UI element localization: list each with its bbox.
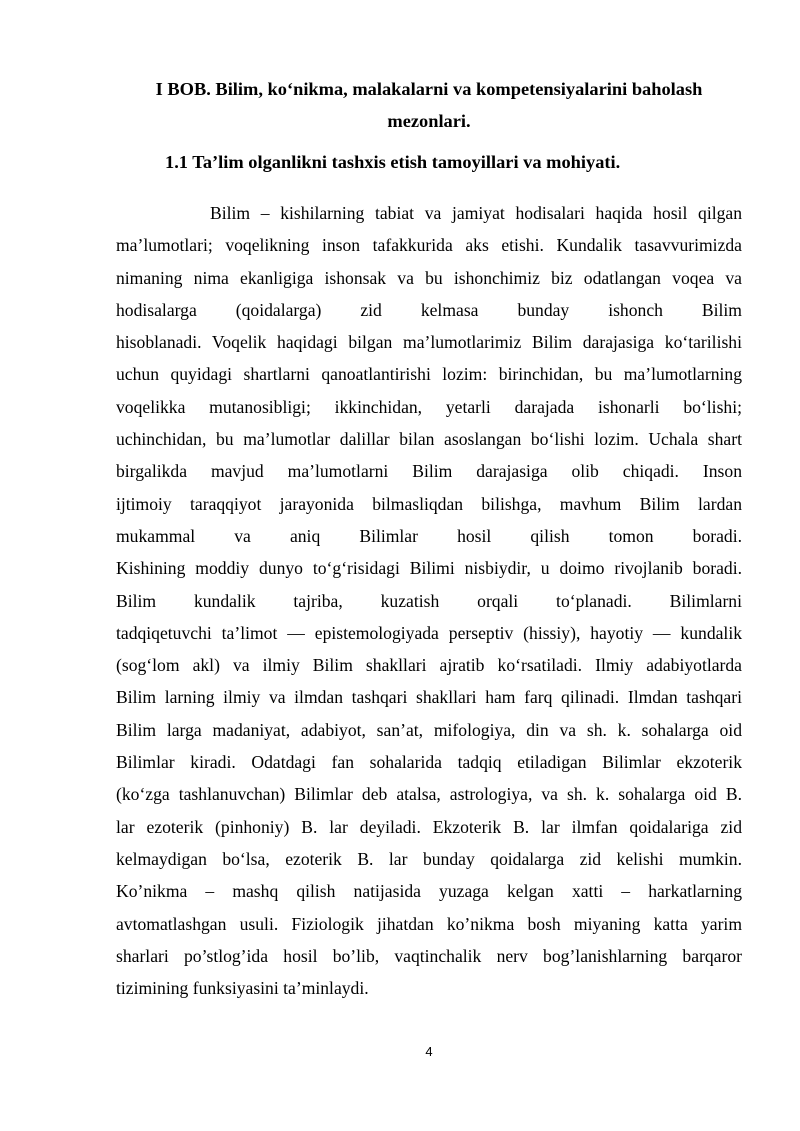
body-line: sharlari po’stlog’ida hosil bo’lib, vaqtinchalik nerv bog’lanishlarning barqaror — [116, 945, 742, 966]
body-line: voqelikka mutanosibligi; ikkinchidan, yetarli darajada ishonarli boʻlishi; — [116, 396, 742, 417]
body-line: hisoblanadi. Voqelik haqidagi bilgan ma’lumotlarimiz Bilim darajasiga koʻtarilishi — [116, 332, 742, 353]
body-line: mukammal va aniq Bilimlar hosil qilish tomon boradi. — [116, 525, 742, 546]
chapter-title-line: I BOB. Bilim, koʻnikma, malakalarni va kompetensiyalarini baholash — [155, 79, 703, 99]
body-line: lar ezoterik (pinhoniy) B. lar deyiladi. Ekzoterik B. lar ilmfan qoidalariga zid — [116, 816, 742, 837]
body-line: Bilimlar kiradi. Odatdagi fan sohalarida tadqiq etiladigan Bilimlar ekzoterik — [116, 752, 742, 773]
body-line: ijtimoiy taraqqiyot jarayonida bilmasliqdan bilishga, mavhum Bilim lardan — [116, 493, 742, 514]
body-line: Kishining moddiy dunyo toʻgʻrisidagi Bilimi nisbiydir, u doimo rivojlanib boradi. — [116, 558, 742, 579]
body-line: birgalikda mavjud ma’lumotlarni Bilim darajasiga olib chiqadi. Inson — [116, 461, 742, 482]
body-line: (koʻzga tashlanuvchan) Bilimlar deb atalsa, astrologiya, va sh. k. sohalarga oid B. — [116, 784, 742, 805]
body-line: tizimining funksiyasini ta’minlaydi. — [116, 978, 369, 999]
body-line: uchun quyidagi shartlarni qanoatlantirishi lozim: birinchidan, bu ma’lumotlarning — [116, 364, 742, 385]
body-line: Bilim kundalik tajriba, kuzatish orqali toʻplanadi. Bilimlarni — [116, 590, 742, 611]
body-line: Bilim larning ilmiy va ilmdan tashqari shakllari ham farq qilinadi. Ilmdan tashqari — [116, 687, 742, 708]
body-line: nimaning nima ekanligiga ishonsak va bu ishonchimiz biz odatlangan voqea va — [116, 267, 742, 288]
body-line: kelmaydigan boʻlsa, ezoterik B. lar bunday qoidalarga zid kelishi mumkin. — [116, 848, 742, 869]
page-number: 4 — [425, 1044, 433, 1059]
body-line: Ko’nikma – mashq qilish natijasida yuzaga kelgan xatti – harkatlarning — [116, 881, 742, 902]
section-title: 1.1 Ta’lim olganlikni tashxis etish tamoyillari va mohiyati. — [165, 152, 621, 172]
body-line: avtomatlashgan usuli. Fiziologik jihatdan ko’nikma bosh miyaning katta yarim — [116, 913, 742, 934]
chapter-title-line: mezonlari. — [387, 111, 471, 131]
body-line: Bilim larga madaniyat, adabiyot, san’at, mifologiya, din va sh. k. sohalarga oid — [116, 719, 742, 740]
body-line: ma’lumotlari; voqelikning inson tafakkurida aks etishi. Kundalik tasavvurimizda — [116, 235, 742, 256]
chapter-title — [116, 73, 742, 137]
body-line: uchinchidan, bu ma’lumotlar dalillar bilan asoslangan boʻlishi lozim. Uchala shart — [116, 429, 742, 450]
body-line: (sogʻlom akl) va ilmiy Bilim shakllari ajratib koʻrsatiladi. Ilmiy adabiyotlarda — [116, 655, 742, 676]
body-line: tadqiqetuvchi ta’limot — epistemologiyada perseptiv (hissiy), hayotiy — kundalik — [116, 622, 742, 643]
body-line: Bilim – kishilarning tabiat va jamiyat hodisalari haqida hosil qilgan — [210, 203, 742, 223]
body-paragraph — [116, 197, 742, 1004]
body-line: hodisalarga (qoidalarga) zid kelmasa bunday ishonch Bilim — [116, 299, 742, 320]
